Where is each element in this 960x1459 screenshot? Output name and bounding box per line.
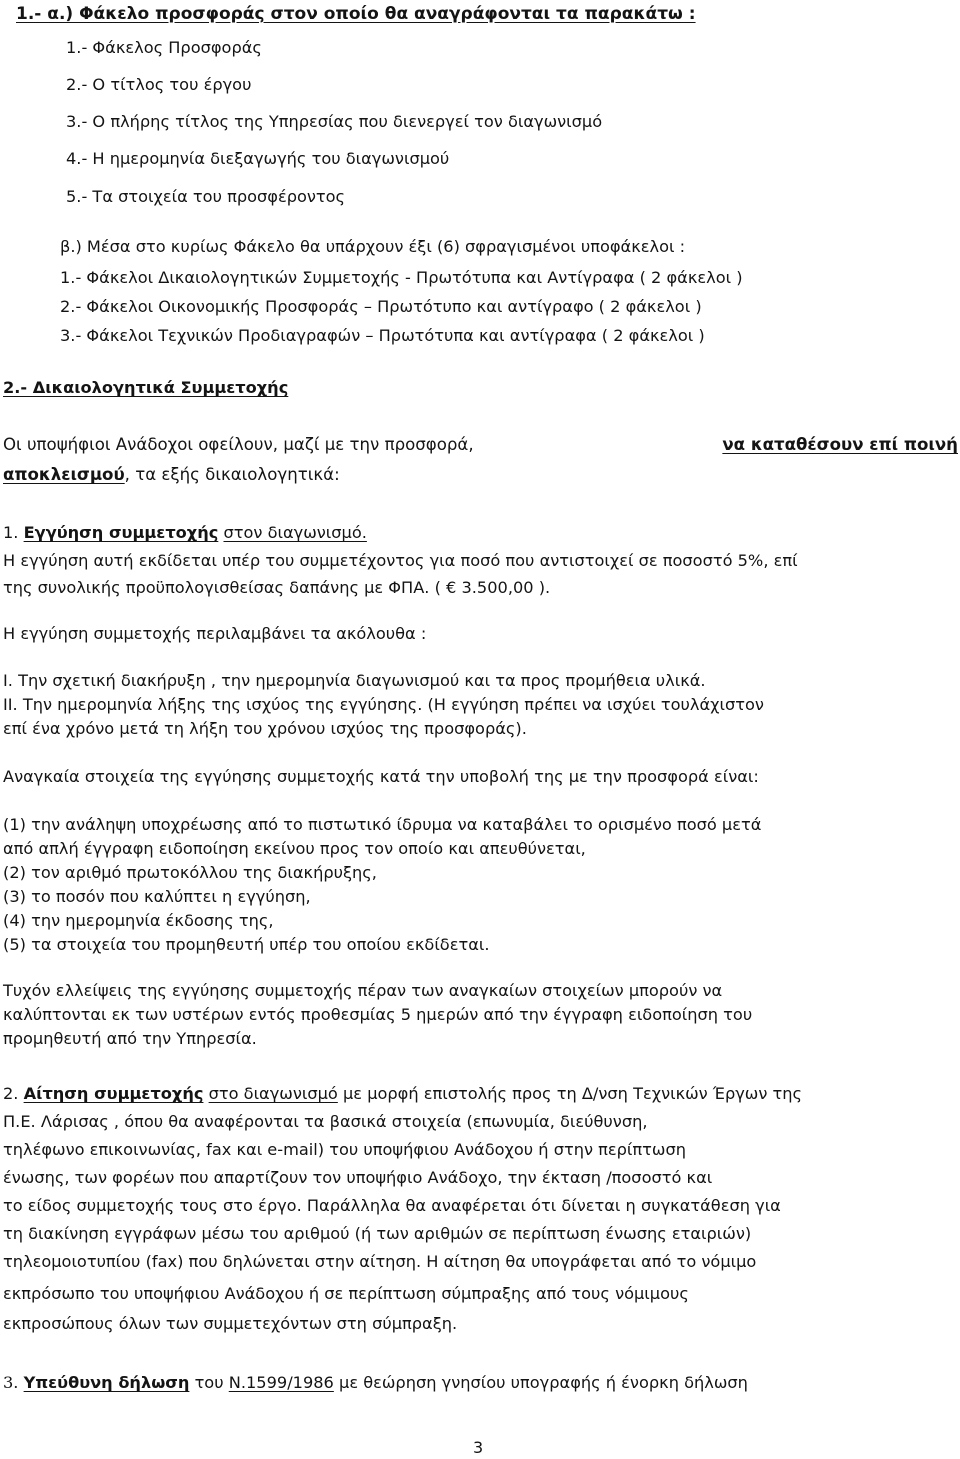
application-title-2: στο διαγωνισμό xyxy=(208,1084,338,1103)
application-line: εκπρόσωπο του υποψήφιου Ανάδοχου ή σε περίπτωση σύμπραξης από τους νόμιμους xyxy=(3,1284,689,1303)
list-item: 4.- Η ημερομηνία διεξαγωγής του διαγωνισμού xyxy=(66,149,450,168)
intro-text-2: , τα εξής δικαιολογητικά: xyxy=(124,465,340,484)
requirement-item: (1) την ανάληψη υποχρέωσης από το πιστωτικό ίδρυμα να καταβάλει το ορισμένο ποσό μετά xyxy=(3,815,762,834)
missing-items-line: καλύπτονται εκ των υστέρων εντός προθεσμίας 5 ημερών από την έγγραφη ειδοποίηση του xyxy=(3,1005,753,1024)
page-number: 3 xyxy=(473,1438,484,1457)
declaration-line xyxy=(3,1372,748,1394)
item-number: 1. xyxy=(3,523,19,542)
guarantee-item: ΙΙ. Την ημερομηνία λήξης της ισχύος της εγγύησης. (Η εγγύηση πρέπει να ισχύει τουλάχιστον xyxy=(3,695,764,714)
requirement-item: (2) τον αριθμό πρωτοκόλλου της διακήρυξης, xyxy=(3,863,377,882)
intro-line-1 xyxy=(3,434,958,456)
guarantee-includes: Η εγγύηση συμμετοχής περιλαμβάνει τα ακόλουθα : xyxy=(3,624,427,643)
intro-line-2 xyxy=(3,464,340,486)
list-item: 3.- Ο πλήρης τίτλος της Υπηρεσίας που διενεργεί τον διαγωνισμό xyxy=(66,112,603,131)
intro-emphasis-2: αποκλεισμού xyxy=(3,465,125,484)
guarantee-title-rest: στον διαγωνισμό. xyxy=(223,523,367,542)
application-line: εκπροσώπους όλων των συμμετεχόντων στη σύμπραξη. xyxy=(3,1314,458,1333)
intro-text: Οι υποψήφιοι Ανάδοχοι οφείλουν, μαζί με την προσφορά, xyxy=(3,435,474,454)
application-line: Π.Ε. Λάρισας , όπου θα αναφέρονται τα βασικά στοιχεία (επωνυμία, διεύθυνση, xyxy=(3,1112,648,1131)
guarantee-paragraph-line: Η εγγύηση αυτή εκδίδεται υπέρ του συμμετέχοντος για ποσό που αντιστοιχεί σε ποσοστό 5%, επί xyxy=(3,551,798,570)
requirement-item: από απλή έγγραφη ειδοποίηση εκείνου προς τον οποίο και απευθύνεται, xyxy=(3,839,586,858)
list-item: 2.- Φάκελοι Οικονομικής Προσφοράς – Πρωτότυπο και αντίγραφο ( 2 φάκελοι ) xyxy=(60,297,702,316)
law-reference: Ν.1599/1986 xyxy=(228,1373,334,1392)
list-item: 1.- Φάκελος Προσφοράς xyxy=(66,38,262,57)
application-line-1-rest: με μορφή επιστολής προς τη Δ/νση Τεχνικών Έργων της xyxy=(343,1084,803,1103)
application-line: ένωσης, των φορέων που απαρτίζουν τον υποψήφιο Ανάδοχο, την έκταση /ποσοστό και xyxy=(3,1168,713,1187)
requirement-item: (4) την ημερομηνία έκδοσης της, xyxy=(3,911,274,930)
law-prefix: του xyxy=(194,1373,224,1392)
guarantee-heading xyxy=(3,522,367,544)
application-heading xyxy=(3,1083,802,1105)
list-item: 3.- Φάκελοι Τεχνικών Προδιαγραφών – Πρωτότυπα και αντίγραφα ( 2 φάκελοι ) xyxy=(60,326,705,345)
item-number: 2. xyxy=(3,1084,19,1103)
section-1b-heading: β.) Μέσα στο κυρίως Φάκελο θα υπάρχουν έξι (6) σφραγισμένοι υποφάκελοι : xyxy=(60,237,686,256)
guarantee-item: επί ένα χρόνο μετά τη λήξη του χρόνου ισχύος της προσφοράς). xyxy=(3,719,527,738)
missing-items-line: Τυχόν ελλείψεις της εγγύησης συμμετοχής πέραν των αναγκαίων στοιχείων μπορούν να xyxy=(3,981,723,1000)
guarantee-item: Ι. Την σχετική διακήρυξη , την ημερομηνία διαγωνισμού και τα προς προμήθεια υλικά. xyxy=(3,671,706,690)
requirement-item: (3) το ποσόν που καλύπτει η εγγύηση, xyxy=(3,887,311,906)
list-item: 1.- Φάκελοι Δικαιολογητικών Συμμετοχής - Πρωτότυπα και Αντίγραφα ( 2 φάκελοι ) xyxy=(60,268,743,287)
declaration-title: Υπεύθυνη δήλωση xyxy=(23,1373,190,1392)
application-line: τη διακίνηση εγγράφων μέσω του αριθμού (ή των αριθμών σε περίπτωση ένωσης εταιριών) xyxy=(3,1224,752,1243)
application-line: το είδος συμμετοχής τους στο έργο. Παράλληλα θα αναφέρεται ότι δίνεται η συγκατάθεση για xyxy=(3,1196,781,1215)
list-item: 2.- Ο τίτλος του έργου xyxy=(66,75,252,94)
section-1a-heading: 1.- α.) Φάκελο προσφοράς στον οποίο θα αναγράφονται τα παρακάτω : xyxy=(16,4,696,24)
intro-emphasis: να καταθέσουν επί ποινή xyxy=(722,435,958,454)
guarantee-title: Εγγύηση συμμετοχής xyxy=(23,523,219,542)
application-line: τηλέφωνο επικοινωνίας, fax και e-mail) του υποψήφιου Ανάδοχου ή στην περίπτωση xyxy=(3,1140,686,1159)
section-2-heading: 2.- Δικαιολογητικά Συμμετοχής xyxy=(3,378,289,397)
declaration-rest: με θεώρηση γνησίου υπογραφής ή ένορκη δήλωση xyxy=(339,1373,748,1392)
item-number: 3. xyxy=(3,1373,19,1392)
application-title: Αίτηση συμμετοχής xyxy=(23,1084,204,1103)
list-item: 5.- Τα στοιχεία του προσφέροντος xyxy=(66,187,346,206)
guarantee-required: Αναγκαία στοιχεία της εγγύησης συμμετοχής κατά την υποβολή της με την προσφορά είναι: xyxy=(3,767,759,786)
requirement-item: (5) τα στοιχεία του προμηθευτή υπέρ του οποίου εκδίδεται. xyxy=(3,935,490,954)
guarantee-paragraph-line: της συνολικής προϋπολογισθείσας δαπάνης με ΦΠΑ. ( € 3.500,00 ). xyxy=(3,578,551,597)
application-line: τηλεομοιοτυπίου (fax) που δηλώνεται στην αίτηση. Η αίτηση θα υπογράφεται από το νόμιμο xyxy=(3,1252,757,1271)
missing-items-line: προμηθευτή από την Υπηρεσία. xyxy=(3,1029,257,1048)
